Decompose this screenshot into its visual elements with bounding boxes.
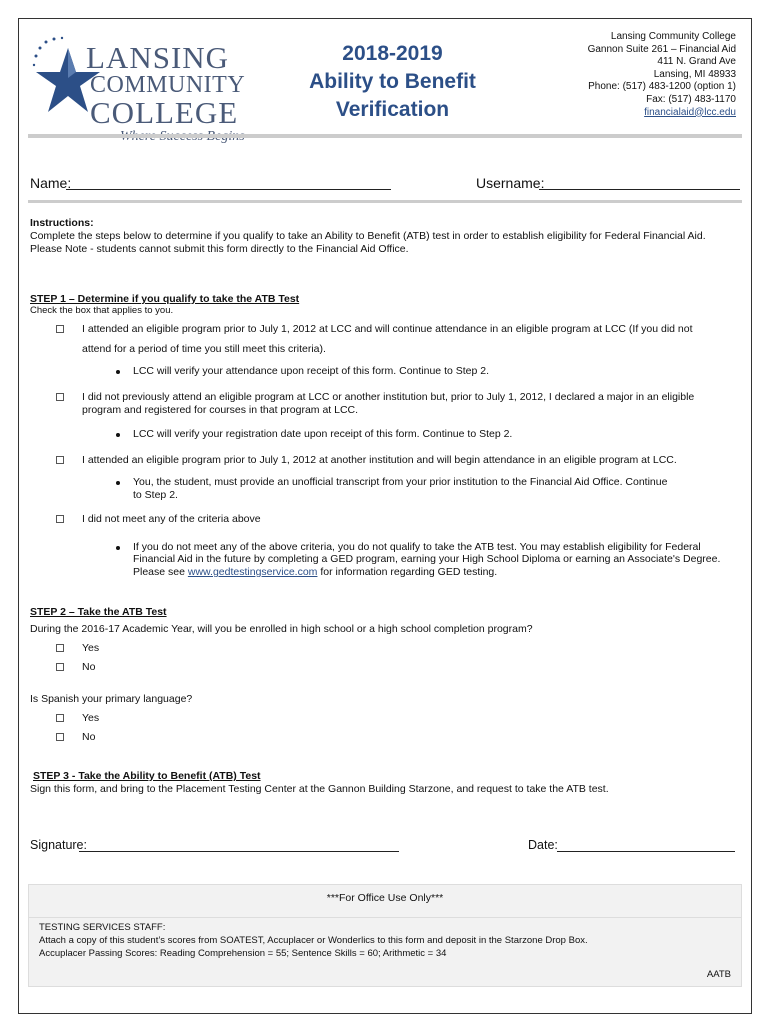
- instructions-line-1: Complete the steps below to determine if you qualify to take an Ability to Benefit (ATB) test in order to establish eligibility for Federal Financial Aid.: [30, 230, 706, 242]
- office-line-2: Accuplacer Passing Scores: Reading Comprehension = 55; Sentence Skills = 60; Arithmetic = 34: [39, 948, 447, 959]
- step3-text: Sign this form, and bring to the Placement Testing Center at the Gannon Building Starzone, and request to take the ATB test.: [30, 783, 609, 795]
- q1-yes-checkbox[interactable]: [56, 644, 64, 652]
- name-field[interactable]: [66, 188, 391, 190]
- contact-org: Lansing Community College: [610, 31, 736, 42]
- username-field[interactable]: [539, 188, 740, 190]
- page-title: [300, 40, 485, 124]
- office-use-box: [28, 884, 742, 987]
- step1-option3-checkbox[interactable]: [56, 456, 64, 464]
- bullet-icon: [116, 481, 120, 485]
- fields-divider: [28, 200, 742, 203]
- step1-option4-line1: I did not meet any of the criteria above: [82, 513, 261, 525]
- instructions-line-2: Please Note - students cannot submit this form directly to the Financial Aid Office.: [30, 243, 409, 255]
- username-label: Username:: [476, 175, 545, 191]
- q2-yes-label: Yes: [82, 712, 100, 724]
- step1-option1-checkbox[interactable]: [56, 325, 64, 333]
- step1-option2-checkbox[interactable]: [56, 393, 64, 401]
- ged-text-pre: Please see: [133, 566, 188, 578]
- step1-option2-bullet: LCC will verify your registration date upon receipt of this form. Continue to Step 2.: [133, 428, 513, 440]
- bullet-icon: [116, 370, 120, 374]
- step1-option4-bullet-line1: If you do not meet any of the above criteria, you do not qualify to take the ATB test. You may establish eligibility for Federal: [133, 541, 701, 553]
- instructions-heading: Instructions:: [30, 217, 94, 229]
- q1-no-checkbox[interactable]: [56, 663, 64, 671]
- contact-street: 411 N. Grand Ave: [657, 56, 736, 68]
- title-line-main: Ability to Benefit: [309, 70, 476, 93]
- q2-no-label: No: [82, 731, 96, 743]
- q1-no-label: No: [82, 661, 96, 673]
- step1-subheading: Check the box that applies to you.: [30, 305, 174, 316]
- contact-phone: Phone: (517) 483-1200 (option 1): [588, 81, 736, 93]
- step1-option3-bullet-line2: to Step 2.: [133, 489, 178, 501]
- q2-no-checkbox[interactable]: [56, 733, 64, 741]
- signature-field[interactable]: [79, 850, 399, 852]
- step1-heading: STEP 1 – Determine if you qualify to take the ATB Test: [30, 293, 300, 305]
- name-label: Name:: [30, 175, 72, 191]
- contact-office: Gannon Suite 261 – Financial Aid: [587, 43, 736, 55]
- step2-question1: During the 2016-17 Academic Year, will you be enrolled in high school or a high school completion program?: [30, 623, 533, 635]
- q1-yes-label: Yes: [82, 642, 100, 654]
- title-line-year: 2018-2019: [342, 42, 443, 65]
- q2-yes-checkbox[interactable]: [56, 714, 64, 722]
- office-code: AATB: [706, 969, 731, 980]
- step1-option1-line2: attend for a period of time you still meet this criteria).: [82, 343, 326, 355]
- step1-option3-bullet-line1: You, the student, must provide an unofficial transcript from your prior institution to the Financial Aid Office. Continue: [133, 476, 668, 488]
- step1-option3-line1: I attended an eligible program prior to July 1, 2012 at another institution and will begin attendance in an eligible program at LCC.: [82, 454, 677, 466]
- ged-testing-link[interactable]: www.gedtestingservice.com: [187, 566, 318, 578]
- office-title: ***For Office Use Only***: [326, 892, 444, 904]
- step1-option4-checkbox[interactable]: [56, 515, 64, 523]
- logo-line-1: LANSING: [86, 40, 230, 75]
- step1-option2-line2: program and registered for courses in that program at LCC.: [82, 404, 359, 416]
- step1-option2-line1: I did not previously attend an eligible program at LCC or another institution but, prior to July 1, 2012, I declared a major in an eligible: [82, 391, 695, 403]
- contact-block: [588, 31, 736, 119]
- step1-option1-bullet: LCC will verify your attendance upon receipt of this form. Continue to Step 2.: [133, 365, 490, 377]
- date-field[interactable]: [557, 850, 735, 852]
- date-label: Date:: [528, 838, 558, 852]
- contact-fax: Fax: (517) 483-1170: [646, 93, 736, 105]
- step2-heading: STEP 2 – Take the ATB Test: [30, 606, 167, 618]
- bullet-icon: [116, 546, 120, 550]
- contact-email-link[interactable]: financialaid@lcc.edu: [644, 106, 736, 118]
- lcc-logo: [30, 34, 246, 130]
- contact-city: Lansing, MI 48933: [653, 68, 736, 80]
- step2-question2: Is Spanish your primary language?: [30, 693, 193, 705]
- step1-option4-bullet-line2: Financial Aid in the future by completing a GED program, earning your High School Diploma or earning an Associate's Degree.: [133, 553, 721, 565]
- logo-line-3: COLLEGE: [90, 95, 239, 130]
- step3-heading: STEP 3 - Take the Ability to Benefit (ATB) Test: [33, 770, 261, 782]
- bullet-icon: [116, 433, 120, 437]
- title-line-sub: Verification: [335, 98, 450, 121]
- office-line-1: Attach a copy of this student’s scores from SOATEST, Accuplacer or Wonderlics to this form and deposit in the Starzone Drop Box.: [39, 935, 588, 946]
- office-divider: [29, 917, 741, 918]
- signature-label: Signature:: [30, 838, 87, 852]
- header-divider: [28, 134, 742, 138]
- logo-line-2: COMMUNITY: [90, 72, 246, 98]
- step1-option1-line1: I attended an eligible program prior to July 1, 2012 at LCC and will continue attendance in an eligible program at LCC (If you did not: [82, 323, 693, 335]
- ged-text-post: for information regarding GED testing.: [317, 566, 498, 578]
- office-staff: TESTING SERVICES STAFF:: [39, 922, 166, 933]
- step1-option4-bullet-line3: [133, 565, 497, 579]
